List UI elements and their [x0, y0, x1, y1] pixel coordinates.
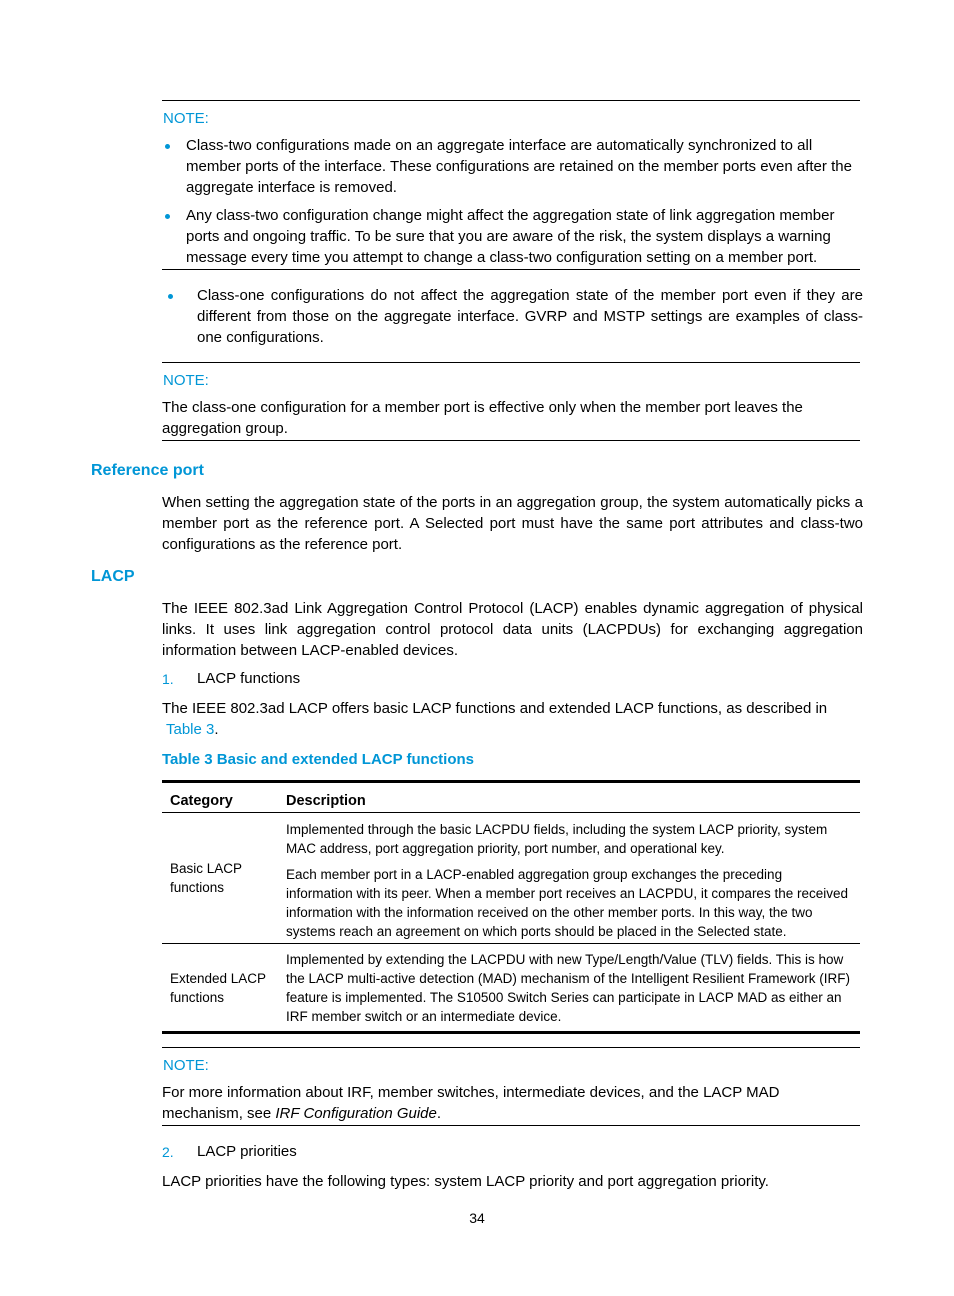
- column-header-category: Category: [170, 793, 233, 809]
- note-text-part: .: [436, 1105, 442, 1122]
- note-text-part: For more information about IRF, member switches, intermediate devices, and the LACP MAD mechanism, see: [162, 1084, 780, 1122]
- list-number: 2.: [162, 1144, 174, 1160]
- description-text: Each member port in a LACP-enabled aggregation group exchanges the preceding information with its peer. When a member port receives an LACPDU, it compares the received information with the information received on the other member ports. In this way, the two systems reach an agreement on which ports should be placed in the Selected state.: [286, 867, 848, 939]
- table-row: [162, 813, 860, 944]
- category-cell: Basic LACP functions: [170, 861, 242, 895]
- table-caption: Table 3 Basic and extended LACP functions: [162, 751, 475, 768]
- reference-port-paragraph: When setting the aggregation state of the ports in an aggregation group, the system automatically picks a member port as the reference port. A Selected port must have the same port attributes and class-two configurations as the reference port.: [162, 494, 863, 553]
- note-box-class-two: [162, 100, 860, 270]
- section-heading-lacp: LACP: [91, 568, 135, 585]
- lacp-intro-paragraph: The IEEE 802.3ad Link Aggregation Control Protocol (LACP) enables dynamic aggregation of physical links. It uses link aggregation control protocol data units (LACPDUs) for exchanging aggregation information between LACP-enabled devices.: [162, 600, 863, 659]
- description-cell: [278, 813, 860, 944]
- table-row: [162, 944, 860, 1033]
- description-cell: Implemented by extending the LACPDU with new Type/Length/Value (TLV) fields. This is how the LACP multi-active detection (MAD) mechanism of the Intelligent Resilient Framework (IRF) feature is implemented. The S10500 Switch Series can participate in LACP MAD as either an IRF member switch or an intermediate device.: [286, 952, 850, 1024]
- table-header-row: [162, 782, 860, 813]
- page-number: 34: [469, 1210, 485, 1226]
- list-number: 1.: [162, 671, 174, 687]
- list-item-title: LACP functions: [197, 670, 301, 687]
- class-one-paragraph: Class-one configurations do not affect the aggregation state of the member port even if they are different from those on the aggregate interface. GVRP and MSTP settings are examples of class-one configurations.: [197, 287, 863, 346]
- description-text: Implemented through the basic LACPDU fields, including the system LACP priority, system MAC address, port aggregation priority, port number, and operational key.: [286, 822, 828, 856]
- bullet-icon: [165, 214, 170, 219]
- bullet-icon: [168, 294, 173, 299]
- note-text: [162, 1082, 860, 1124]
- priorities-paragraph: LACP priorities have the following types: system LACP priority and port aggregation priority.: [162, 1173, 769, 1190]
- category-cell: Extended LACP functions: [170, 970, 266, 1005]
- note-bullet-text: Any class-two configuration change might affect the aggregation state of link aggregation member ports and ongoing traffic. To be sure that you are aware of the risk, the system displays a warning message every time you attempt to change a class-two configuration setting on a member port.: [186, 207, 835, 266]
- list-item-title: LACP priorities: [197, 1143, 297, 1160]
- lacp-functions-table: [162, 780, 860, 1034]
- irf-guide-reference: IRF Configuration Guide: [275, 1105, 437, 1122]
- table-3-link[interactable]: Table 3: [166, 721, 215, 738]
- note-text: The class-one configuration for a member port is effective only when the member port leaves the aggregation group.: [162, 399, 803, 437]
- note-label: NOTE:: [163, 1057, 209, 1074]
- paragraph-text: The IEEE 802.3ad LACP offers basic LACP functions and extended LACP functions, as described in: [162, 700, 828, 717]
- bullet-icon: [165, 144, 170, 149]
- lacp-functions-paragraph: [162, 698, 863, 740]
- paragraph-text: .: [214, 721, 219, 738]
- note-bullet-text: Class-two configurations made on an aggregate interface are automatically synchronized to all member ports of the interface. These configurations are retained on the member ports even after the aggregate interface is removed.: [186, 137, 852, 196]
- section-heading-reference-port: Reference port: [91, 462, 204, 479]
- column-header-description: Description: [286, 793, 366, 809]
- note-box-irf: [162, 1047, 860, 1126]
- note-box-class-one: [162, 362, 860, 441]
- note-label: NOTE:: [163, 372, 209, 389]
- note-label: NOTE:: [163, 110, 209, 127]
